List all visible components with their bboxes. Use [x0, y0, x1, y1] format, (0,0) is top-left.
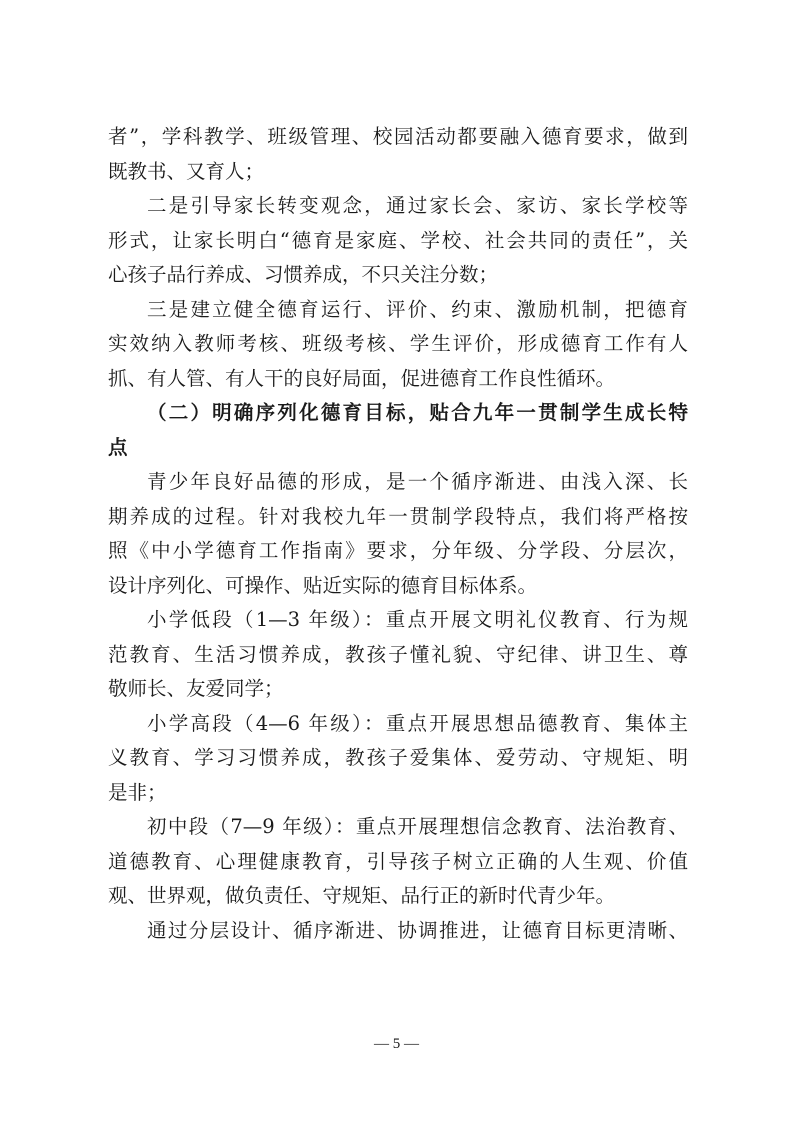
paragraph-line: 是非；: [108, 780, 167, 804]
section-heading-line: 点: [108, 435, 128, 459]
paragraph-line: 小学低段（1—3 年级）：重点开展文明礼仪教育、行为规: [147, 608, 688, 631]
paragraph-line: 三是建立健全德育运行、评价、约束、激励机制，把德育: [147, 297, 688, 321]
paragraph-line: 形式，让家长明白“德育是家庭、学校、社会共同的责任”，关: [108, 228, 688, 252]
paragraph-line: 者”，学科教学、班级管理、校园活动都要融入德育要求，做到: [108, 125, 688, 148]
paragraph-line: 抓、有人管、有人干的良好局面，促进德育工作良性循环。: [108, 366, 616, 390]
section-heading-line: （二）明确序列化德育目标，贴合九年一贯制学生成长特: [147, 401, 688, 424]
document-body: [108, 120, 688, 948]
paragraph-line: 期养成的过程。针对我校九年一贯制学段特点，我们将严格按: [108, 504, 688, 528]
paragraph-line: 敬师长、友爱同学；: [108, 677, 284, 700]
paragraph-line: 观、世界观，做负责任、守规矩、品行正的新时代青少年。: [108, 884, 616, 907]
page-number: — 5 —: [374, 1036, 419, 1052]
paragraph-line: 照《中小学德育工作指南》要求，分年级、分学段、分层次，: [108, 539, 688, 562]
paragraph-line: 青少年良好品德的形成，是一个循序渐进、由浅入深、长: [147, 470, 688, 493]
paragraph-line: 既教书、又育人；: [108, 159, 265, 183]
paragraph-line: 范教育、生活习惯养成，教孩子懂礼貌、守纪律、讲卫生、尊: [108, 642, 688, 666]
paragraph-line: 道德教育、心理健康教育，引导孩子树立正确的人生观、价值: [108, 849, 688, 873]
paragraph-line: 二是引导家长转变观念，通过家长会、家访、家长学校等: [147, 194, 688, 217]
paragraph-line: 小学高段（4—6 年级）：重点开展思想品德教育、集体主: [147, 711, 688, 735]
paragraph-line: 实效纳入教师考核、班级考核、学生评价，形成德育工作有人: [108, 332, 688, 355]
paragraph-line: 设计序列化、可操作、贴近实际的德育目标体系。: [108, 573, 538, 597]
paragraph-line: 通过分层设计、循序渐进、协调推进，让德育目标更清晰、: [147, 918, 688, 942]
paragraph-line: 义教育、学习习惯养成，教孩子爱集体、爱劳动、守规矩、明: [108, 746, 688, 769]
paragraph-line: 初中段（7—9 年级）：重点开展理想信念教育、法治教育、: [147, 815, 688, 838]
paragraph-line: 心孩子品行养成、习惯养成，不只关注分数；: [108, 263, 499, 286]
